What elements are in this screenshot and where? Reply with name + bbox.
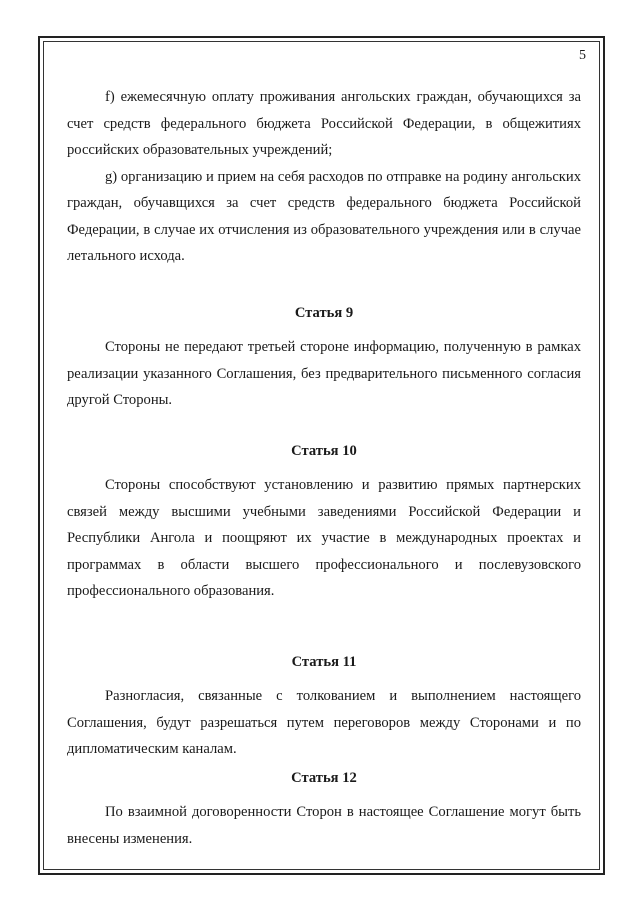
article-10-text: Стороны способствуют установлению и развитию прямых партнерских связей между высшими учебными заведениями Российской Федерации и Республики Ангола и поощряют их участие в международных проектах и программах в области высшего профессионального и послевузовского профессионального образования. [67,477,581,599]
article-12-text: По взаимной договоренности Сторон в настоящее Соглашение могут быть внесены изменения. [67,804,581,847]
article-9-text: Стороны не передают третьей стороне информацию, полученную в рамках реализации указанного Соглашения, без предварительного письменного согласия другой Стороны. [67,339,581,408]
article-11-text: Разногласия, связанные с толкованием и выполнением настоящего Соглашения, будут разрешаться путем переговоров между Сторонами и по дипломатическим каналам. [67,688,581,757]
article-12-heading: Статья 12 [291,769,357,786]
page-number: 5 [579,48,586,63]
article-11-heading: Статья 11 [291,653,357,670]
clause-g: g) организацию и прием на себя расходов по отправке на родину ангольских граждан, обучавщихся за счет средств федерального бюджета Российской Федерации, в случае их отчисления из образовательного учреждения или в случае летального исхода. [67,168,581,264]
document-body [67,84,581,852]
article-10-heading: Статья 10 [291,442,357,459]
article-9-heading: Статья 9 [294,304,354,321]
clause-f: f) ежемесячную оплату проживания ангольских граждан, обучающихся за счет средств федерального бюджета Российской Федерации, в общежитиях российских образовательных учреждений; [67,89,581,158]
